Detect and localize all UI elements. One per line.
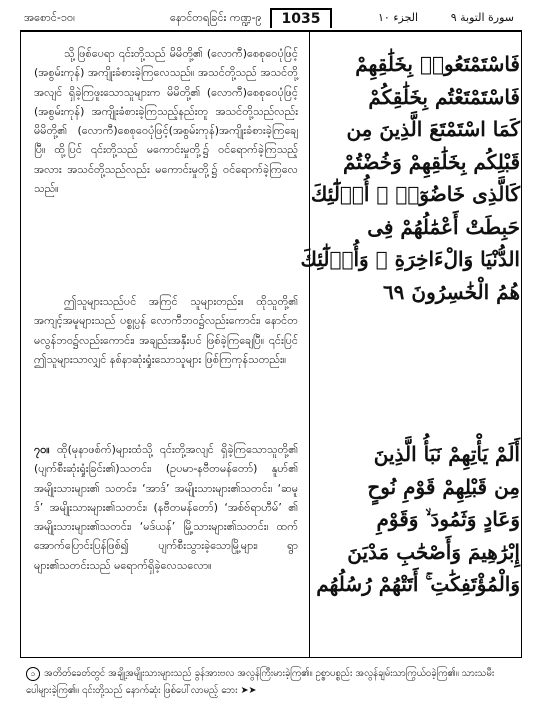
translation-text: သို့ဖြစ်ပေရာ ၎င်းတို့သည် မိမိတို့၏ (လောကီ)စေစုဝေပုံဖြင့် (အစွမ်းကုန်) အကျိုးခံစားခဲ့ကြလေသည်။ အသင်တို့သည် အသင်တို့ အလျင် ရှိခဲ့ကြဖူးသောသူများက မိမိတို့၏ (လောကီ)စေစုဝေပုံဖြင့် (အစွမ်းကုန်) အကျိုးခံစားခဲ့ကြသည့်နည်းတူ အသင်တို့သည်လည်း မိမိတို့၏ (လောကီ)စေစုဝေပုံဖြင့်(အစွမ်းကုန်)အကျိုးခံစားခဲ့ကြချေပြီ။ ထို့ပြင် ၎င်းတို့သည် မကောင်းမှုတို့၌ ဝင်ရောက်ခဲ့ကြသည့် အလား အသင်တို့သည်လည်း မကောင်းမှုတို့၌ ဝင်ရောက်ခဲ့ကြလေသည်။ — [34, 47, 298, 196]
footnote — [26, 665, 518, 699]
arabic-verse-69 — [300, 48, 520, 308]
footnote-text: အတိတ်ခေတ်တွင် အချို့အမျိုးသားများသည် ခွန်အားဗလ အလွန်ကြီးမားခဲ့ကြ၏။ ဥစ္စာပစ္စည်း အလွန်ချမ်းသာကြွယ်ဝခဲ့ကြ၏။ သားသမီး ပေါများခဲ့ကြ၏။ ၎င်းတို့သည် နောက်ဆုံး ဖြစ်ပေါ်လာမည့် ဘေး ➤➤ — [26, 668, 495, 696]
header-surah: سورة التوبة ٩ — [450, 11, 514, 24]
header-chapter: နောင်တရခြင်း ကဏ္ဍ-၉ — [170, 11, 262, 24]
arabic-line: فَاسْتَمْتَعُوا۟ بِخَلَٰقِهِمْ — [355, 52, 520, 76]
header-volume: အစောင်-၁၀၊ — [24, 11, 75, 24]
arabic-line: كَالَّذِى خَاضُوٓا۟ ۚ أُو۟لَٰٓئِكَ — [310, 182, 520, 206]
column-divider — [309, 32, 310, 657]
footnote-marker: ၁ — [26, 667, 40, 681]
arabic-line: فَاسْتَمْتَعْتُم بِخَلَٰقِكُمْ — [368, 84, 520, 109]
arabic-line: الدُّنْيَا وَالْءَاخِرَةِ ۖ وَأُو۟لَٰٓئِكَ — [300, 247, 520, 271]
translation-text: ထို(မုနာဖစ်က်)များထံသို့ ၎င်းတို့အလျင် ရှိခဲ့ကြသောသူတို့၏ (ပျက်စီးဆုံးရှုံးခြင်း၏)သတင်း၊ (ဥပမာ-နဗီတမန်တော်) နူဟ်၏ အမျိုးသားများ၏ သတင်း၊ ‘အာဒ်’ အမျိုးသားများ၏သတင်း၊ ‘ဆမူဒ်’ အမျိုးသားများ၏သတင်း၊ (နဗီတမန်တော်) ‘အစ်ဗ်ရာဟီမ်’ ၏ အမျိုးသားများ၏သတင်း၊ ‘မဒ်ယန်’ မြို့သားများ၏သတင်း၊ ထက်အောက်ပြောင်းပြန်ဖြစ်၍ ပျက်စီးသွားခဲ့သောမြို့များ၊ ရွာများ၏သတင်းသည် မရောက်ရှိခဲ့လေသလော။ — [34, 443, 298, 572]
translation-paragraph-2 — [34, 292, 298, 369]
arabic-line: وَعَادٍ وَثَمُودَ ۙ وَقَوْمِ — [376, 507, 520, 531]
arabic-verse-70 — [318, 438, 520, 601]
arabic-line: كَمَا اسْتَمْتَعَ الَّذِينَ مِن — [346, 117, 520, 141]
page-number: 1035 — [270, 8, 332, 28]
arabic-line: أَلَمْ يَأْتِهِمْ نَبَأُ الَّذِينَ — [373, 442, 520, 466]
arabic-line: قَبْلِكُم بِخَلَٰقِهِمْ وَخُضْتُمْ — [343, 149, 520, 174]
header-juz: الجزء ١٠ — [378, 11, 419, 24]
running-header — [20, 8, 522, 32]
verse-number: ၇၀။ — [34, 443, 50, 456]
arabic-line: إِبْرَٰهِيمَ وَأَصْحَٰبِ مَدْيَنَ — [347, 539, 520, 564]
arabic-line: حَبِطَتْ أَعْمَٰلُهُمْ فِى — [367, 214, 520, 239]
arabic-line: هُمُ الْخَٰسِرُونَ ٦٩ — [382, 279, 520, 304]
translation-text: ဤသူများသည်ပင် အကြင် သူများတည်း။ ထိုသူတို့၏ အကျင့်အမူများသည် ပစ္စုပ္ပန် လောကီဘဝ၌လည်းကောင်း၊ နောင်တမလွန်ဘဝ၌လည်းကောင်း၊ အချည်းအနှီးပင် ဖြစ်ခဲ့ကြချေပြီ။ ၎င်းပြင် ဤသူများသာလျှင် နစ်နာဆုံးရှုံးသောသူများ ဖြစ်ကြကုန်သတည်း။ — [34, 295, 298, 366]
arabic-line: مِن قَبْلِهِمْ قَوْمِ نُوحٍ — [367, 474, 520, 499]
footnote-divider — [20, 657, 522, 658]
translation-paragraph-1 — [34, 44, 298, 198]
translation-paragraph-3 — [34, 440, 298, 575]
arabic-line: وَالْمُؤْتَفِكَٰتِ ۚ أَتَتْهُمْ رُسُلُهُم — [316, 572, 520, 596]
